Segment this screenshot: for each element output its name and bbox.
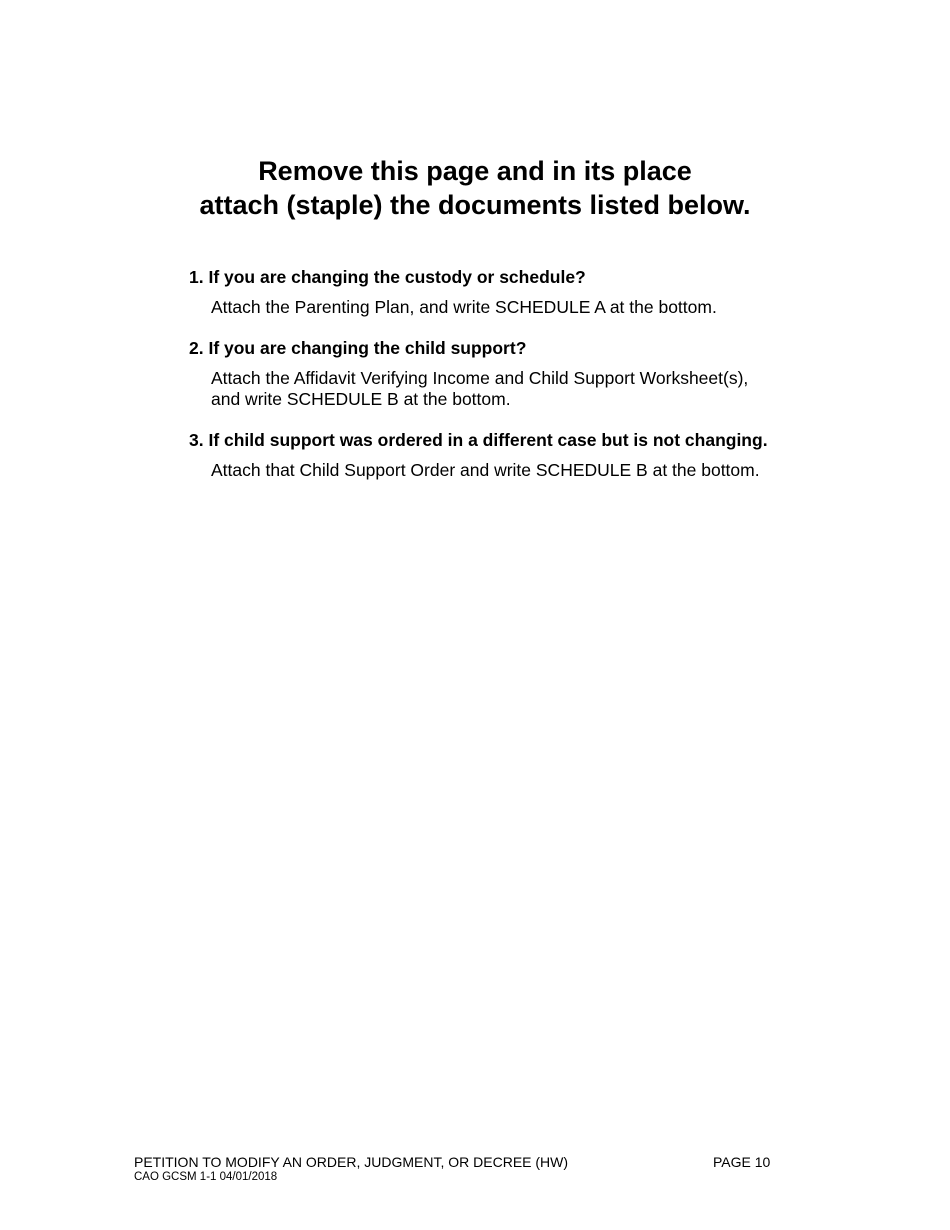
- instruction-heading: 1. If you are changing the custody or schedule?: [189, 267, 586, 287]
- instruction-item-other-case: [189, 429, 849, 481]
- instruction-item-custody: [189, 266, 849, 318]
- footer-page-number: PAGE 10: [713, 1154, 771, 1170]
- instruction-body: Attach that Child Support Order and write SCHEDULE B at the bottom.: [211, 460, 760, 480]
- page-title: [0, 154, 950, 222]
- footer-form-code: CAO GCSM 1-1 04/01/2018: [134, 1171, 278, 1183]
- instruction-body: Attach the Affidavit Verifying Income and Child Support Worksheet(s), and write SCHEDULE B at the bottom.: [211, 368, 749, 409]
- title-line-2: attach (staple) the documents listed below.: [199, 190, 751, 220]
- instruction-body: Attach the Parenting Plan, and write SCHEDULE A at the bottom.: [211, 297, 717, 317]
- instruction-list: [189, 266, 849, 481]
- instruction-item-child-support: [189, 337, 849, 410]
- instruction-heading: 3. If child support was ordered in a different case but is not changing.: [189, 430, 768, 450]
- footer-form-title: PETITION TO MODIFY AN ORDER, JUDGMENT, OR DECREE (HW): [134, 1154, 569, 1170]
- instruction-heading: 2. If you are changing the child support?: [189, 338, 527, 358]
- title-line-1: Remove this page and in its place: [258, 156, 692, 186]
- footer-form-info: [134, 1154, 568, 1184]
